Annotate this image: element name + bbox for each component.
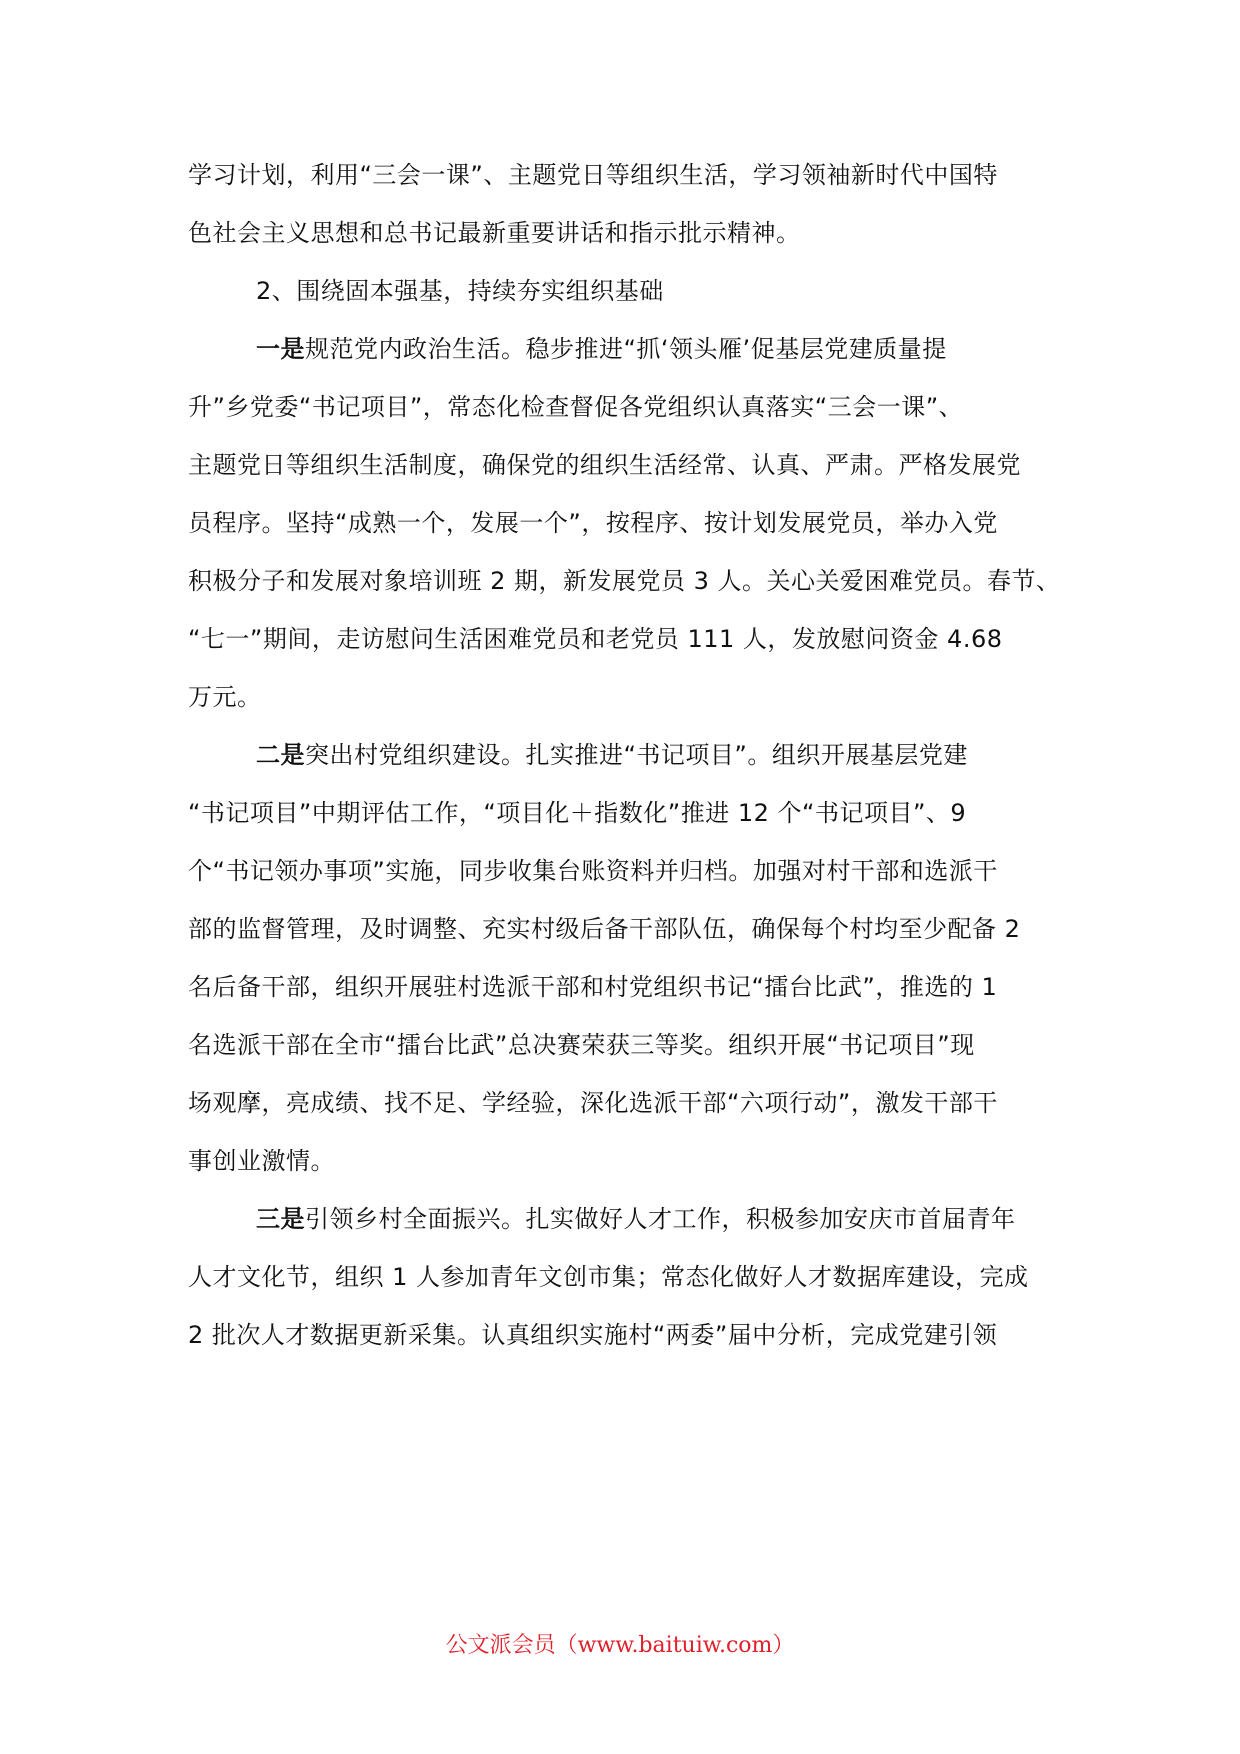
footer-open-paren: （ xyxy=(555,1633,578,1658)
paragraph-first-line xyxy=(256,1202,1016,1236)
line-text: 主题党日等组织生活制度，确保党的组织生活经常、认真、严肃。严格发展党 xyxy=(188,451,1021,479)
section-heading xyxy=(256,274,664,308)
footer-brand: 公文派会员 xyxy=(445,1633,556,1658)
line-text: 规范党内政治生活。稳步推进“抓‘领头雁’促基层党建质量提 xyxy=(305,335,947,363)
body-text-line xyxy=(188,622,1003,656)
line-text: “书记项目”中期评估工作，“项目化＋指数化”推进 12 个“书记项目”、9 xyxy=(188,799,967,827)
line-text: 2 批次人才数据更新采集。认真组织实施村“两委”届中分析，完成党建引领 xyxy=(188,1321,998,1349)
body-text-line xyxy=(188,1086,998,1120)
paragraph-lead: 二是 xyxy=(256,741,305,769)
paragraph-first-line xyxy=(256,738,968,772)
line-text: 名后备干部，组织开展驻村选派干部和村党组织书记“擂台比武”，推选的 1 xyxy=(188,973,998,1001)
body-text-line xyxy=(188,796,966,830)
line-text: 积极分子和发展对象培训班 2 期，新发展党员 3 人。关心关爱困难党员。春节、 xyxy=(188,567,1061,595)
line-text: 事创业激情。 xyxy=(188,1147,335,1175)
line-text: 场观摩，亮成绩、找不足、学经验，深化选派干部“六项行动”，激发干部干 xyxy=(188,1089,998,1117)
body-text-line xyxy=(188,216,801,250)
body-text-line xyxy=(188,970,997,1004)
line-text: 学习计划，利用“三会一课”、主题党日等组织生活，学习领袖新时代中国特 xyxy=(188,161,998,189)
body-text-line xyxy=(188,1260,1029,1294)
body-text-line xyxy=(188,1144,335,1178)
line-text: 人才文化节，组织 1 人参加青年文创市集；常态化做好人才数据库建设，完成 xyxy=(188,1263,1029,1291)
line-text: 色社会主义思想和总书记最新重要讲话和指示批示精神。 xyxy=(188,219,801,247)
body-text-line xyxy=(188,1028,975,1062)
line-text: 万元。 xyxy=(188,683,262,711)
line-text: 员程序。坚持“成熟一个，发展一个”，按程序、按计划发展党员，举办入党 xyxy=(188,509,998,537)
body-text-line xyxy=(188,506,998,540)
line-text: 部的监督管理，及时调整、充实村级后备干部队伍，确保每个村均至少配备 2 xyxy=(188,915,1021,943)
paragraph-lead: 一是 xyxy=(256,335,305,363)
body-text-line xyxy=(188,1318,997,1352)
line-text: 引领乡村全面振兴。扎实做好人才工作，积极参加安庆市首届青年 xyxy=(305,1205,1016,1233)
footer-close-paren: ） xyxy=(772,1633,795,1658)
body-text-line xyxy=(188,158,998,192)
body-text-line xyxy=(188,912,1020,946)
line-text: 突出村党组织建设。扎实推进“书记项目”。组织开展基层党建 xyxy=(305,741,968,769)
body-text-line xyxy=(188,390,963,424)
body-text-line xyxy=(188,448,1021,482)
paragraph-first-line xyxy=(256,332,947,366)
line-text: 升”乡党委“书记项目”，常态化检查督促各党组织认真落实“三会一课”、 xyxy=(188,393,964,421)
footer-url-link[interactable]: www.baituiw.com xyxy=(577,1633,773,1658)
line-text: 名选派干部在全市“擂台比武”总决赛荣获三等奖。组织开展“书记项目”现 xyxy=(188,1031,975,1059)
footer-watermark xyxy=(0,1631,1240,1661)
line-text: “七一”期间，走访慰问生活困难党员和老党员 111 人，发放慰问资金 4.68 xyxy=(188,625,1003,653)
body-text-line xyxy=(188,564,1061,598)
line-text: 个“书记领办事项”实施，同步收集台账资料并归档。加强对村干部和选派干 xyxy=(188,857,998,885)
body-text-line xyxy=(188,854,998,888)
paragraph-lead: 三是 xyxy=(256,1205,305,1233)
section-heading-text: 2、围绕固本强基，持续夯实组织基础 xyxy=(256,277,664,305)
body-text-line xyxy=(188,680,262,714)
